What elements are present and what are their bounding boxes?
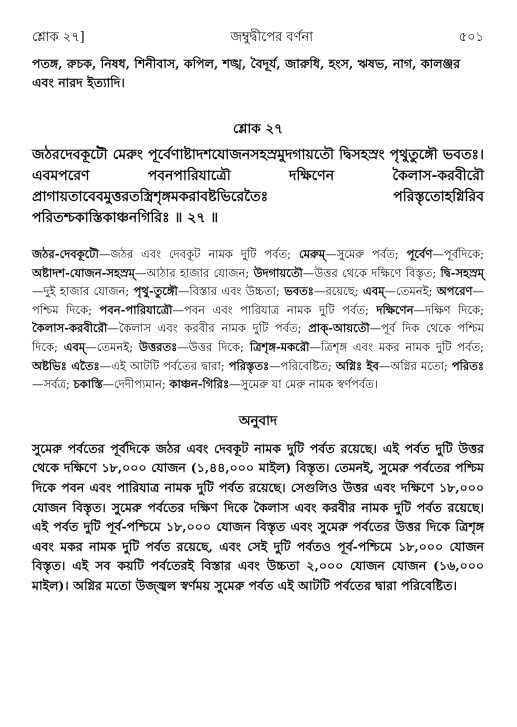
synonym-meaning: সুমেরু পর্বত; xyxy=(336,247,399,261)
header-chapter-title: জম্বুদ্বীপের বর্ণনা xyxy=(230,30,314,45)
synonym-word: উত্তরতঃ xyxy=(138,339,178,354)
synonym-word: কৈলাস-করবীরৌ xyxy=(32,321,108,336)
synonym-word: কাঞ্চন-গিরিঃ xyxy=(169,377,230,392)
synonym-word: চকাস্তি xyxy=(73,377,103,392)
synonym-meaning: বিস্তার এবং উচ্চতা; xyxy=(189,284,280,299)
synonym-word: ত্রিশৃঙ্গ-মকরৌ xyxy=(249,339,310,354)
synonym-meaning: পূর্বদিকে; xyxy=(443,247,485,261)
translation-paragraph: সুমেরু পর্বতের পূর্বদিকে জঠর এবং দেবকূট নামক দুটি পর্বত রয়েছে। এই পর্বত দুটি উত্তর থেকে দক্ষিণে ১৮,০০০ যোজন (১,৪৪,০০০ মাইল) বিস্তৃত। তেমনই, সুমেরু পর্বতের পশ্চিম দিকে পবন এবং পারিযাত্র নামক দুটি পর্বত রয়েছে। সেগুলিও উত্তর এবং দক্ষিণে ১৮,০০০ যোজন বিস্তৃত। সুমেরু পর্বতের দক্ষিণ দিকে কৈলাস এবং করবীর নামক দুটি পর্বত রয়েছে। এই পর্বত দুটি পূর্ব-পশ্চিমে ১৮,০০০ যোজন বিস্তৃত এবং সুমেরু পর্বতের উত্তর দিকে ত্রিশৃঙ্গ এবং মকর নামক দুটি পর্বত রয়েছে, এবং সেই দুটি পর্বতও পূর্ব-পশ্চিমে ১৮,০০০ যোজন বিস্তৃত। এই সব কয়টি পর্বতেরই বিস্তার এবং উচ্চতা ২,০০০ যোজন যোজন (১৬,০০০ মাইল)। অগ্নির মতো উজ্জ্বল স্বর্ণময় সুমেরু পর্বত এই আটটি পর্বতের দ্বারা পরিবেষ্টিত। xyxy=(32,440,484,593)
synonym-meaning: পশ্চিম দিকে; xyxy=(32,302,93,317)
synonym-word: দক্ষিণেন xyxy=(376,302,414,317)
synonym-word: অষ্টভিঃ এতৈঃ xyxy=(32,358,100,373)
synonym-word: ভবতঃ xyxy=(284,284,314,299)
synonym-word: মেরুম্ xyxy=(298,247,326,261)
synonym-word: জঠর-দেবকূটৌ xyxy=(32,247,99,261)
synonym-meaning: আঠার হাজার যোজন; xyxy=(146,265,250,280)
synonym-word: অগ্নিঃ ইব xyxy=(335,358,379,373)
sanskrit-verse: জঠরদেবকূটৌ মেরুং পূর্বেণাষ্টাদশযোজনসহস্রমুদগায়তৌ দ্বিসহস্রং পৃথুতুঙ্গৌ ভবতঃ। এবমপরেণ পবনপারিযাত্রৌ দক্ষিণেন কৈলাস-করবীরৌ প্রাগায়তাবেবমুত্তরতস্ত্রিশৃঙ্গমকরাবষ্টভিরেতৈঃ পরিস্তৃতোহগ্নিরিব পরিতশ্চকাস্তিকাঞ্চনগিরিঃ ॥ ২৭ ॥ xyxy=(32,147,484,226)
synonym-word: এবম্ xyxy=(63,339,86,354)
synonym-meaning: দুই হাজার যোজন; xyxy=(43,284,130,299)
synonym-meaning: পবন এবং পারিযাত্র নামক দুটি পর্বত; xyxy=(183,302,369,317)
synonym-word: অষ্টাদশ-যোজন-সহস্রম্ xyxy=(32,265,135,280)
synonym-word: উদগায়তৌ xyxy=(253,265,303,280)
synonym-word: পরিস্তৃতঃ xyxy=(228,358,270,373)
synonym-meaning: রয়েছে; xyxy=(325,284,359,299)
synonym-meaning: দেদীপ্যমান; xyxy=(114,377,166,392)
synonym-meaning: এই আটটি পর্বতের দ্বারা; xyxy=(111,358,225,373)
synonym-meaning: কৈলাস এবং করবীর নামক দুটি পর্বত; xyxy=(118,321,302,336)
synonym-meaning: দক্ষিণ দিকে; xyxy=(425,302,485,317)
verse-heading: শ্লোক ২৭ xyxy=(233,121,283,137)
header-verse-ref: শ্লোক ২৭] xyxy=(32,30,85,45)
book-page xyxy=(32,28,484,596)
synonym-meaning: উত্তর দিকে; xyxy=(188,339,244,354)
synonym-meaning: সর্বত্র; xyxy=(43,377,70,392)
page-number: ৫০১ xyxy=(458,30,484,45)
synonym-word: এবম্ xyxy=(363,284,385,299)
synonym-word: পৃথু-তুঙ্গৌ xyxy=(133,284,178,299)
synonym-word: পবন-পারিযাত্রৌ xyxy=(99,302,173,317)
word-for-word-synonyms: জঠর-দেবকূটৌ—জঠর এবং দেবকূট নামক দুটি পর্বত; মেরুম্—সুমেরু পর্বত; পূর্বেণ—পূর্বদিকে; অষ্টাদশ-যোজন-সহস্রম্—আঠার হাজার যোজন; উদগায়তৌ—উত্তর থেকে দক্ষিণে বিস্তৃত; দ্বি-সহস্রম্—দুই হাজার যোজন; পৃথু-তুঙ্গৌ—বিস্তার এবং উচ্চতা; ভবতঃ—রয়েছে; এবম্—তেমনই; অপরেণ—পশ্চিম দিকে; পবন-পারিযাত্রৌ—পবন এবং পারিযাত্র নামক দুটি পর্বত; দক্ষিণেন—দক্ষিণ দিকে; কৈলাস-করবীরৌ—কৈলাস এবং করবীর নামক দুটি পর্বত; প্রাক্-আয়তৌ—পূর্ব দিক থেকে পশ্চিম দিকে; এবম্—তেমনই; উত্তরতঃ—উত্তর দিকে; ত্রিশৃঙ্গ-মকরৌ—ত্রিশৃঙ্গ এবং মকর নামক দুটি পর্বত; অষ্টভিঃ এতৈঃ—এই আটটি পর্বতের দ্বারা; পরিস্তৃতঃ—পরিবেষ্টিত; অগ্নিঃ ইব—অগ্নির মতো; পরিতঃ—সর্বত্র; চকাস্তি—দেদীপ্যমান; কাঞ্চন-গিরিঃ—সুমেরু যা মেরু নামক স্বর্ণপর্বত। xyxy=(32,247,485,392)
running-header xyxy=(32,28,484,50)
synonym-word: পূর্বেণ xyxy=(406,247,433,261)
synonym-meaning: তেমনই; xyxy=(396,284,433,299)
synonym-meaning: ত্রিশৃঙ্গ এবং মকর নামক দুটি পর্বত; xyxy=(320,339,485,354)
translation-heading: অনুবাদ xyxy=(238,412,278,429)
synonym-meaning: অগ্নির মতো; xyxy=(390,358,448,373)
synonym-meaning: উত্তর থেকে দক্ষিণে বিস্তৃত; xyxy=(314,265,437,280)
synonym-word: দ্বি-সহস্রম্ xyxy=(440,265,484,280)
synonym-word: পরিতঃ xyxy=(451,358,485,373)
synonym-word: প্রাক্-আয়তৌ xyxy=(308,321,370,336)
synonym-meaning: তেমনই; xyxy=(96,339,134,354)
synonym-meaning: পূর্ব দিক থেকে পশ্চিম দিকে; xyxy=(32,321,485,354)
synonym-meaning: জঠর এবং দেবকূট নামক দুটি পর্বত; xyxy=(110,247,292,261)
synonym-word: অপরেণ xyxy=(436,284,473,299)
continued-paragraph: পতঙ্গ, রুচক, নিষধ, শিনীবাস, কপিল, শঙ্খ, বৈদূর্য, জারুধি, হংস, ঋষভ, নাগ, কালঞ্জর এবং নারদ ইত্যাদি। xyxy=(32,56,461,90)
synonym-meaning: সুমেরু যা মেরু নামক স্বর্ণপর্বত। xyxy=(240,377,379,392)
synonym-meaning: পরিবেষ্টিত; xyxy=(280,358,332,373)
